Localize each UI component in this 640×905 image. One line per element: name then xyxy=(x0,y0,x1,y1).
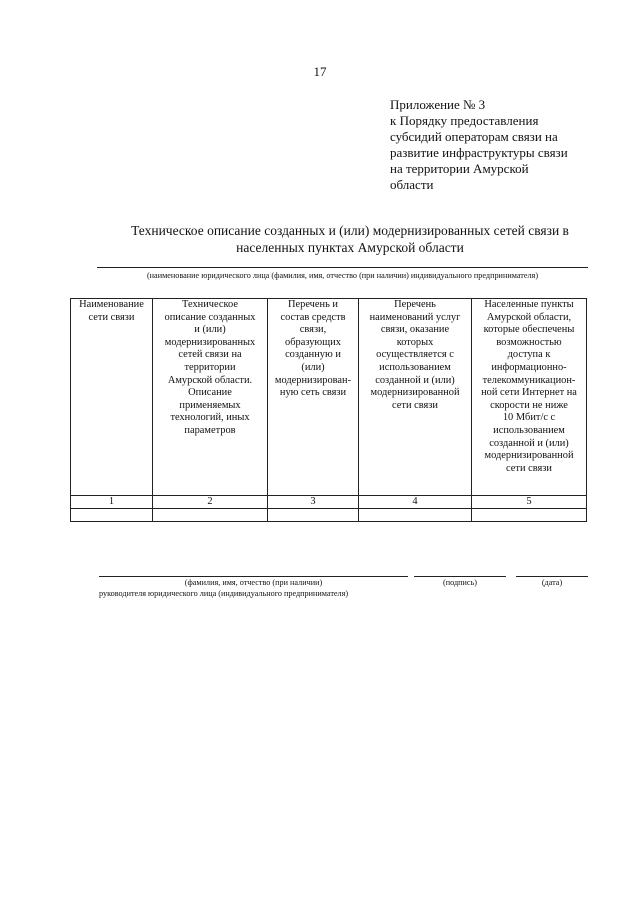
header-cell-services-list: Перечень наименований услуг связи, оказание которых осуществляется с использованием созданной и (или) модернизированной сети связи xyxy=(359,299,472,496)
appendix-line: к Порядку предоставления xyxy=(390,113,539,128)
entity-name-line xyxy=(97,267,588,268)
signature-date-caption: (дата) xyxy=(541,578,563,587)
signature-date-line xyxy=(516,576,588,577)
signature-sign-line xyxy=(414,576,506,577)
appendix-line: Приложение № 3 xyxy=(390,97,486,112)
table-header-row xyxy=(71,299,587,496)
title-line: Техническое описание созданных и (или) модернизированных сетей связи в xyxy=(131,223,569,238)
empty-cell xyxy=(153,509,268,522)
empty-cell xyxy=(359,509,472,522)
column-number: 5 xyxy=(472,496,587,509)
page-number: 17 xyxy=(313,64,327,79)
appendix-line: области xyxy=(390,177,434,192)
column-number: 3 xyxy=(268,496,359,509)
column-number: 2 xyxy=(153,496,268,509)
appendix-line: субсидий операторам связи на xyxy=(390,129,558,144)
document-title xyxy=(90,222,610,256)
signature-name-caption: (фамилия, имя, отчество (при наличии) xyxy=(184,578,323,587)
signature-sign-caption: (подпись) xyxy=(443,578,477,587)
title-line: населенных пунктах Амурской области xyxy=(236,240,464,255)
signature-role-caption: руководителя юридического лица (индивидуального предпринимателя) xyxy=(99,589,349,598)
empty-data-row xyxy=(71,509,587,522)
signature-name-line xyxy=(99,576,408,577)
appendix-block xyxy=(390,97,610,193)
header-cell-network-name: Наименование сети связи xyxy=(71,299,153,496)
column-number: 4 xyxy=(359,496,472,509)
empty-cell xyxy=(268,509,359,522)
network-description-table xyxy=(70,298,587,522)
empty-cell xyxy=(71,509,153,522)
appendix-line: на территории Амурской xyxy=(390,161,529,176)
column-number: 1 xyxy=(71,496,153,509)
empty-cell xyxy=(472,509,587,522)
header-cell-equipment-list: Перечень и состав средств связи, образующих созданную и (или) модернизирован- ную сеть связи xyxy=(268,299,359,496)
header-cell-settlements: Населенные пункты Амурской области, которые обеспечены возможностью доступа к информационно- телекоммуникацион- ной сети Интернет на скорости не ниже 10 Мбит/с с использованием созданной и (или) модернизированной сети связи xyxy=(472,299,587,496)
entity-name-caption: (наименование юридического лица (фамилия, имя, отчество (при наличии) индивидуального предпринимателя) xyxy=(146,271,539,280)
header-cell-technical-description: Техническое описание созданных и (или) модернизированных сетей связи на территории Амурской области. Описание применяемых технологий, иных параметров xyxy=(153,299,268,496)
appendix-line: развитие инфраструктуры связи xyxy=(390,145,568,160)
column-number-row xyxy=(71,496,587,509)
